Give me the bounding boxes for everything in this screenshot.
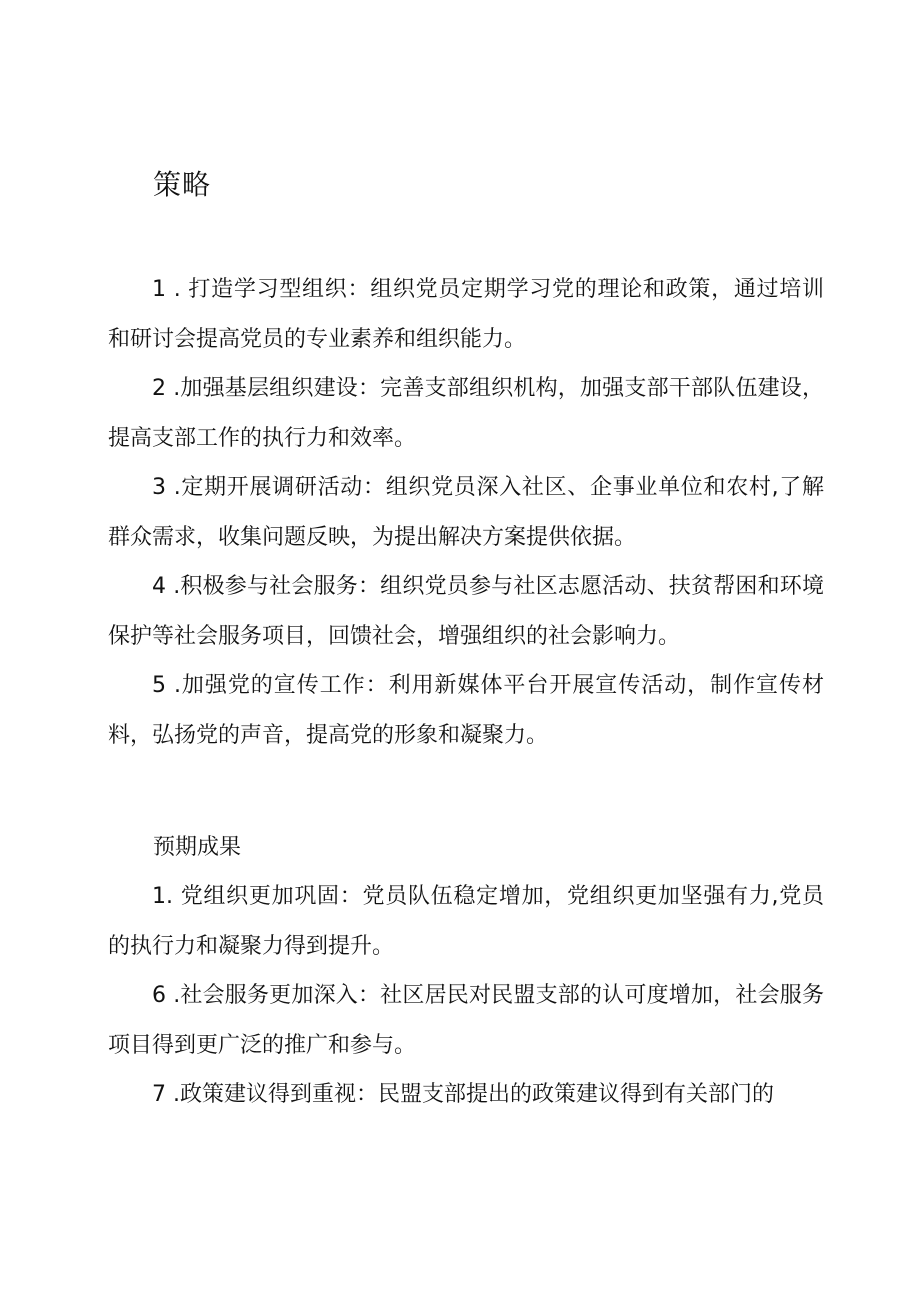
strategy-item-1: 1 . 打造学习型组织：组织党员定期学习党的理论和政策，通过培训和研讨会提高党员的专业素养和组织能力。 (108, 277, 824, 352)
strategy-item-5: 5 .加强党的宣传工作：利用新媒体平台开展宣传活动，制作宣传材料，弘扬党的声音，提高党的形象和凝聚力。 (108, 673, 824, 748)
strategy-item-3: 3 .定期开展调研活动：组织党员深入社区、企事业单位和农村,了解群众需求，收集问题反映，为提出解决方案提供依据。 (108, 475, 824, 550)
strategy-heading: 策略 (153, 168, 212, 201)
outcome-item-1: 1. 党组织更加巩固：党员队伍稳定增加，党组织更加坚强有力,党员的执行力和凝聚力得到提升。 (108, 884, 824, 959)
strategy-item-2: 2 .加强基层组织建设：完善支部组织机构，加强支部干部队伍建设，提高支部工作的执行力和效率。 (108, 376, 824, 451)
strategy-item-4: 4 .积极参与社会服务：组织党员参与社区志愿活动、扶贫帮困和环境保护等社会服务项目，回馈社会，增强组织的社会影响力。 (108, 574, 824, 649)
outcomes-heading: 预期成果 (153, 835, 242, 860)
outcome-item-3: 7 .政策建议得到重视：民盟支部提出的政策建议得到有关部门的 (152, 1082, 774, 1107)
outcome-item-2: 6 .社会服务更加深入：社区居民对民盟支部的认可度增加，社会服务项目得到更广泛的推广和参与。 (108, 983, 824, 1058)
